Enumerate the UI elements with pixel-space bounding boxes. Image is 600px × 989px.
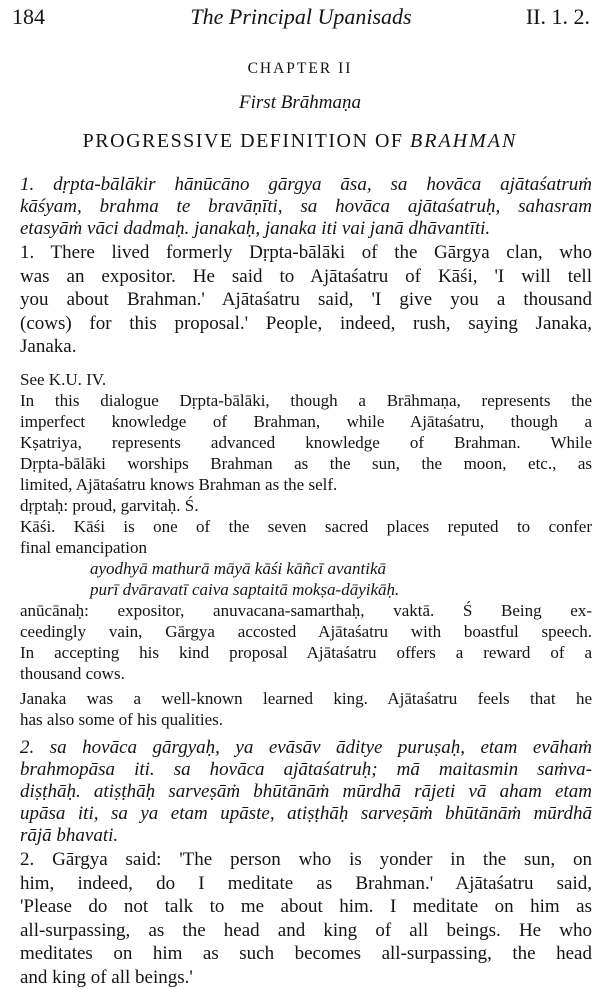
note-line: has also some of his qualities. xyxy=(20,709,592,730)
section-title-main: PROGRESSIVE DEFINITION OF xyxy=(83,130,410,152)
page-number: 184 xyxy=(12,4,45,30)
line: 2. sa hovāca gārgyaḥ, ya evāsāv āditye puruṣaḥ, etam evāhaṁ xyxy=(20,737,592,759)
commentary-notes xyxy=(20,369,592,730)
note-line: limited, Ajātaśatru knows Brahman as the self. xyxy=(20,474,592,495)
line: (cows) for this proposal.' People, indeed, rush, saying Janaka, xyxy=(20,312,592,336)
running-title: The Principal Upanisads xyxy=(12,4,590,30)
line: etasyāṁ vāci dadmaḥ. janakaḥ, janaka iti vai janā dhāvantīti. xyxy=(20,218,592,240)
quoted-verse-line: ayodhyā mathurā māyā kāśi kāñcī avantikā xyxy=(20,558,592,579)
line: all-surpassing, as the head and king of all beings. He who xyxy=(20,919,592,943)
line: diṣṭhāḥ. atiṣṭhāḥ sarveṣāṁ bhūtānāṁ mūrdhā rājeti vā aham etam xyxy=(20,781,592,803)
line: meditates on him as such becomes all-surpassing, the head xyxy=(20,942,592,966)
note-line: ceedingly vain, Gārgya accosted Ajātaśatru with boastful speech. xyxy=(20,621,592,642)
note-line: Kāśi. Kāśi is one of the seven sacred places reputed to confer xyxy=(20,516,592,537)
note-line: Dṛpta-bālāki worships Brahman as the sun, the moon, etc., as xyxy=(20,453,592,474)
line: brahmopāsa iti. sa hovāca ajātaśatruḥ; mā maitasmin saṁva- xyxy=(20,759,592,781)
chapter-heading: CHAPTER II xyxy=(0,60,600,78)
note-line: final emancipation xyxy=(20,537,592,558)
line: was an expositor. He said to Ajātaśatru of Kāśi, 'I will tell xyxy=(20,265,592,289)
note-line: anūcānaḥ: expositor, anuvacana-samarthaḥ, vaktā. Ś Being ex- xyxy=(20,600,592,621)
line: rājā bhavati. xyxy=(20,825,592,847)
line: 1. dṛpta-bālākir hānūcāno gārgya āsa, sa hovāca ajātaśatruṁ xyxy=(20,174,592,196)
line: him, indeed, do I meditate as Brahman.' Ajātaśatru said, xyxy=(20,872,592,896)
note-line: In accepting his kind proposal Ajātaśatru offers a reward of a xyxy=(20,642,592,663)
verse-2-translation xyxy=(20,848,592,989)
note-line: In this dialogue Dṛpta-bālāki, though a Brāhmaṇa, represents the xyxy=(20,390,592,411)
verse-2-sanskrit xyxy=(20,737,592,847)
line: and king of all beings.' xyxy=(20,966,592,989)
section-reference: II. 1. 2. xyxy=(526,4,590,30)
line: upāsa iti, sa ya etam upāste, atiṣṭhāḥ sarveṣāṁ bhūtānāṁ mūrdhā xyxy=(20,803,592,825)
quoted-verse-line: purī dvāravatī caiva saptaitā mokṣa-dāyikāḥ. xyxy=(20,579,592,600)
verse-1-sanskrit xyxy=(20,174,592,240)
note-line: dṛptaḥ: proud, garvitaḥ. Ś. xyxy=(20,495,592,516)
note-line: Janaka was a well-known learned king. Ajātaśatru feels that he xyxy=(20,688,592,709)
line: 'Please do not talk to me about him. I meditate on him as xyxy=(20,895,592,919)
note-line: thousand cows. xyxy=(20,663,592,684)
brahmana-heading: First Brāhmaṇa xyxy=(0,92,600,114)
line: 1. There lived formerly Dṛpta-bālāki of the Gārgya clan, who xyxy=(20,241,592,265)
note-line: imperfect knowledge of Brahman, while Ajātaśatru, though a xyxy=(20,411,592,432)
section-title xyxy=(0,130,600,153)
section-title-emphasis: BRAHMAN xyxy=(410,130,517,152)
line: kāśyam, brahma te bravāṇīti, sa hovāca ajātaśatruḥ, sahasram xyxy=(20,196,592,218)
note-line: See K.U. IV. xyxy=(20,369,592,390)
line: you about Brahman.' Ajātaśatru said, 'I give you a thousand xyxy=(20,288,592,312)
running-header xyxy=(12,4,590,30)
verse-1-translation xyxy=(20,241,592,359)
line: 2. Gārgya said: 'The person who is yonder in the sun, on xyxy=(20,848,592,872)
line: Janaka. xyxy=(20,335,592,359)
note-line: Kṣatriya, represents advanced knowledge of Brahman. While xyxy=(20,432,592,453)
